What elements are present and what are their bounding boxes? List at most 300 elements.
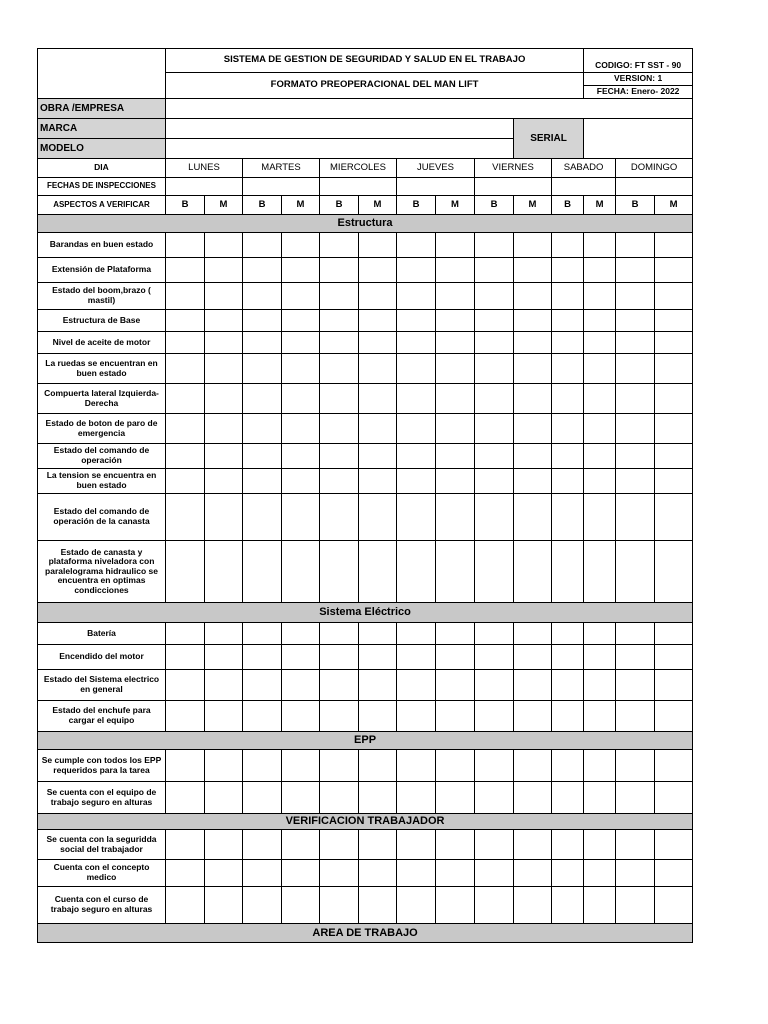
check-cell-m[interactable]	[205, 750, 243, 782]
check-cell-b[interactable]	[552, 414, 584, 444]
check-cell-b[interactable]	[397, 670, 436, 701]
check-cell-m[interactable]	[359, 887, 397, 924]
check-cell-m[interactable]	[436, 283, 475, 310]
check-cell-b[interactable]	[397, 750, 436, 782]
check-cell-b[interactable]	[616, 701, 655, 732]
check-cell-b[interactable]	[243, 414, 282, 444]
check-cell-b[interactable]	[320, 494, 359, 541]
check-cell-m[interactable]	[359, 354, 397, 384]
check-cell-b[interactable]	[397, 860, 436, 887]
check-cell-b[interactable]	[475, 444, 514, 469]
check-cell-m[interactable]	[584, 444, 616, 469]
check-cell-b[interactable]	[616, 860, 655, 887]
check-cell-m[interactable]	[655, 701, 693, 732]
check-cell-m[interactable]	[655, 283, 693, 310]
check-cell-b[interactable]	[166, 233, 205, 258]
check-cell-b[interactable]	[552, 494, 584, 541]
check-cell-m[interactable]	[514, 782, 552, 814]
check-cell-b[interactable]	[616, 830, 655, 860]
check-cell-b[interactable]	[475, 670, 514, 701]
check-cell-b[interactable]	[616, 887, 655, 924]
check-cell-b[interactable]	[475, 283, 514, 310]
check-cell-m[interactable]	[655, 541, 693, 603]
check-cell-b[interactable]	[166, 469, 205, 494]
check-cell-m[interactable]	[359, 469, 397, 494]
check-cell-m[interactable]	[282, 701, 320, 732]
check-cell-m[interactable]	[282, 469, 320, 494]
check-cell-b[interactable]	[320, 860, 359, 887]
check-cell-m[interactable]	[584, 469, 616, 494]
check-cell-b[interactable]	[616, 444, 655, 469]
check-cell-b[interactable]	[475, 332, 514, 354]
check-cell-m[interactable]	[205, 623, 243, 645]
check-cell-b[interactable]	[475, 494, 514, 541]
check-cell-b[interactable]	[475, 258, 514, 283]
check-cell-m[interactable]	[514, 623, 552, 645]
check-cell-b[interactable]	[320, 670, 359, 701]
check-cell-b[interactable]	[243, 670, 282, 701]
check-cell-b[interactable]	[397, 541, 436, 603]
check-cell-m[interactable]	[655, 670, 693, 701]
check-cell-b[interactable]	[166, 750, 205, 782]
check-cell-m[interactable]	[514, 645, 552, 670]
check-cell-m[interactable]	[205, 332, 243, 354]
check-cell-b[interactable]	[475, 860, 514, 887]
check-cell-m[interactable]	[282, 830, 320, 860]
check-cell-m[interactable]	[282, 332, 320, 354]
check-cell-m[interactable]	[655, 750, 693, 782]
check-cell-b[interactable]	[243, 444, 282, 469]
check-cell-m[interactable]	[655, 384, 693, 414]
check-cell-b[interactable]	[320, 830, 359, 860]
check-cell-m[interactable]	[584, 283, 616, 310]
check-cell-m[interactable]	[514, 750, 552, 782]
check-cell-m[interactable]	[655, 354, 693, 384]
check-cell-b[interactable]	[616, 670, 655, 701]
check-cell-m[interactable]	[584, 332, 616, 354]
check-cell-m[interactable]	[655, 414, 693, 444]
check-cell-b[interactable]	[552, 701, 584, 732]
check-cell-m[interactable]	[436, 354, 475, 384]
check-cell-b[interactable]	[243, 233, 282, 258]
check-cell-m[interactable]	[655, 332, 693, 354]
check-cell-m[interactable]	[205, 233, 243, 258]
check-cell-m[interactable]	[205, 782, 243, 814]
check-cell-m[interactable]	[584, 750, 616, 782]
check-cell-m[interactable]	[514, 283, 552, 310]
check-cell-b[interactable]	[552, 623, 584, 645]
check-cell-b[interactable]	[243, 332, 282, 354]
check-cell-m[interactable]	[436, 782, 475, 814]
check-cell-m[interactable]	[359, 750, 397, 782]
check-cell-b[interactable]	[397, 444, 436, 469]
check-cell-m[interactable]	[359, 494, 397, 541]
check-cell-m[interactable]	[655, 645, 693, 670]
check-cell-m[interactable]	[584, 645, 616, 670]
check-cell-m[interactable]	[205, 283, 243, 310]
check-cell-m[interactable]	[359, 701, 397, 732]
check-cell-m[interactable]	[584, 310, 616, 332]
check-cell-b[interactable]	[320, 782, 359, 814]
check-cell-m[interactable]	[205, 354, 243, 384]
check-cell-m[interactable]	[359, 670, 397, 701]
check-cell-m[interactable]	[205, 258, 243, 283]
check-cell-b[interactable]	[243, 830, 282, 860]
check-cell-b[interactable]	[475, 830, 514, 860]
check-cell-b[interactable]	[475, 887, 514, 924]
check-cell-m[interactable]	[205, 384, 243, 414]
check-cell-b[interactable]	[616, 310, 655, 332]
check-cell-m[interactable]	[359, 233, 397, 258]
check-cell-b[interactable]	[243, 494, 282, 541]
check-cell-b[interactable]	[552, 750, 584, 782]
check-cell-m[interactable]	[359, 860, 397, 887]
check-cell-m[interactable]	[584, 887, 616, 924]
check-cell-m[interactable]	[359, 782, 397, 814]
check-cell-m[interactable]	[584, 782, 616, 814]
check-cell-b[interactable]	[397, 283, 436, 310]
check-cell-b[interactable]	[397, 830, 436, 860]
check-cell-b[interactable]	[320, 444, 359, 469]
check-cell-b[interactable]	[397, 354, 436, 384]
check-cell-m[interactable]	[514, 444, 552, 469]
check-cell-m[interactable]	[436, 645, 475, 670]
check-cell-b[interactable]	[320, 310, 359, 332]
check-cell-m[interactable]	[514, 469, 552, 494]
check-cell-b[interactable]	[320, 469, 359, 494]
check-cell-b[interactable]	[166, 541, 205, 603]
check-cell-b[interactable]	[397, 469, 436, 494]
check-cell-m[interactable]	[514, 233, 552, 258]
check-cell-m[interactable]	[282, 283, 320, 310]
check-cell-m[interactable]	[584, 233, 616, 258]
check-cell-b[interactable]	[552, 384, 584, 414]
check-cell-m[interactable]	[436, 887, 475, 924]
check-cell-b[interactable]	[166, 830, 205, 860]
check-cell-b[interactable]	[475, 384, 514, 414]
check-cell-b[interactable]	[166, 310, 205, 332]
check-cell-m[interactable]	[514, 494, 552, 541]
check-cell-b[interactable]	[616, 414, 655, 444]
check-cell-m[interactable]	[282, 310, 320, 332]
inspection-date-field[interactable]	[243, 178, 320, 196]
check-cell-m[interactable]	[436, 670, 475, 701]
check-cell-m[interactable]	[655, 233, 693, 258]
check-cell-m[interactable]	[584, 860, 616, 887]
check-cell-b[interactable]	[397, 887, 436, 924]
check-cell-b[interactable]	[243, 701, 282, 732]
check-cell-m[interactable]	[436, 860, 475, 887]
check-cell-b[interactable]	[552, 782, 584, 814]
check-cell-m[interactable]	[282, 860, 320, 887]
check-cell-b[interactable]	[243, 283, 282, 310]
check-cell-m[interactable]	[205, 645, 243, 670]
check-cell-m[interactable]	[436, 444, 475, 469]
check-cell-b[interactable]	[552, 444, 584, 469]
check-cell-m[interactable]	[282, 541, 320, 603]
check-cell-b[interactable]	[243, 354, 282, 384]
check-cell-m[interactable]	[655, 782, 693, 814]
marca-field[interactable]	[166, 119, 514, 139]
check-cell-b[interactable]	[166, 701, 205, 732]
check-cell-b[interactable]	[552, 469, 584, 494]
check-cell-m[interactable]	[584, 670, 616, 701]
check-cell-b[interactable]	[552, 283, 584, 310]
check-cell-b[interactable]	[475, 469, 514, 494]
check-cell-b[interactable]	[166, 332, 205, 354]
check-cell-b[interactable]	[166, 670, 205, 701]
check-cell-m[interactable]	[655, 623, 693, 645]
check-cell-m[interactable]	[514, 354, 552, 384]
check-cell-b[interactable]	[166, 860, 205, 887]
check-cell-b[interactable]	[320, 750, 359, 782]
check-cell-b[interactable]	[475, 414, 514, 444]
check-cell-b[interactable]	[616, 384, 655, 414]
check-cell-b[interactable]	[616, 469, 655, 494]
check-cell-m[interactable]	[514, 541, 552, 603]
check-cell-b[interactable]	[166, 494, 205, 541]
check-cell-b[interactable]	[616, 494, 655, 541]
check-cell-b[interactable]	[475, 623, 514, 645]
check-cell-b[interactable]	[320, 541, 359, 603]
check-cell-m[interactable]	[205, 830, 243, 860]
check-cell-b[interactable]	[397, 233, 436, 258]
check-cell-b[interactable]	[243, 469, 282, 494]
check-cell-b[interactable]	[166, 384, 205, 414]
check-cell-b[interactable]	[243, 258, 282, 283]
check-cell-m[interactable]	[436, 494, 475, 541]
check-cell-m[interactable]	[436, 701, 475, 732]
check-cell-b[interactable]	[397, 623, 436, 645]
check-cell-b[interactable]	[320, 645, 359, 670]
check-cell-b[interactable]	[616, 750, 655, 782]
check-cell-b[interactable]	[475, 701, 514, 732]
check-cell-m[interactable]	[514, 701, 552, 732]
check-cell-m[interactable]	[205, 701, 243, 732]
check-cell-m[interactable]	[205, 414, 243, 444]
check-cell-b[interactable]	[552, 258, 584, 283]
check-cell-m[interactable]	[436, 384, 475, 414]
check-cell-m[interactable]	[655, 469, 693, 494]
check-cell-b[interactable]	[166, 887, 205, 924]
check-cell-m[interactable]	[655, 887, 693, 924]
inspection-date-field[interactable]	[475, 178, 552, 196]
check-cell-b[interactable]	[616, 354, 655, 384]
check-cell-b[interactable]	[320, 354, 359, 384]
check-cell-b[interactable]	[166, 623, 205, 645]
check-cell-b[interactable]	[475, 310, 514, 332]
check-cell-m[interactable]	[655, 860, 693, 887]
check-cell-m[interactable]	[282, 354, 320, 384]
check-cell-b[interactable]	[166, 414, 205, 444]
check-cell-b[interactable]	[552, 541, 584, 603]
check-cell-m[interactable]	[359, 444, 397, 469]
check-cell-b[interactable]	[320, 258, 359, 283]
check-cell-b[interactable]	[320, 887, 359, 924]
check-cell-m[interactable]	[282, 623, 320, 645]
check-cell-b[interactable]	[616, 782, 655, 814]
check-cell-b[interactable]	[552, 645, 584, 670]
check-cell-m[interactable]	[282, 444, 320, 469]
check-cell-m[interactable]	[514, 830, 552, 860]
check-cell-b[interactable]	[616, 283, 655, 310]
check-cell-m[interactable]	[584, 494, 616, 541]
check-cell-m[interactable]	[359, 541, 397, 603]
check-cell-m[interactable]	[359, 623, 397, 645]
inspection-date-field[interactable]	[552, 178, 616, 196]
inspection-date-field[interactable]	[166, 178, 243, 196]
check-cell-b[interactable]	[475, 750, 514, 782]
check-cell-m[interactable]	[584, 384, 616, 414]
check-cell-b[interactable]	[552, 310, 584, 332]
check-cell-m[interactable]	[584, 414, 616, 444]
check-cell-b[interactable]	[397, 645, 436, 670]
check-cell-m[interactable]	[205, 670, 243, 701]
check-cell-b[interactable]	[475, 541, 514, 603]
check-cell-b[interactable]	[475, 782, 514, 814]
check-cell-b[interactable]	[397, 310, 436, 332]
check-cell-m[interactable]	[205, 887, 243, 924]
check-cell-b[interactable]	[475, 645, 514, 670]
check-cell-b[interactable]	[616, 541, 655, 603]
check-cell-b[interactable]	[320, 332, 359, 354]
check-cell-m[interactable]	[436, 830, 475, 860]
check-cell-b[interactable]	[166, 258, 205, 283]
check-cell-b[interactable]	[616, 233, 655, 258]
check-cell-b[interactable]	[166, 354, 205, 384]
check-cell-b[interactable]	[320, 623, 359, 645]
check-cell-b[interactable]	[166, 645, 205, 670]
check-cell-m[interactable]	[655, 258, 693, 283]
check-cell-m[interactable]	[584, 354, 616, 384]
check-cell-b[interactable]	[243, 887, 282, 924]
check-cell-m[interactable]	[514, 670, 552, 701]
check-cell-m[interactable]	[205, 444, 243, 469]
check-cell-m[interactable]	[514, 414, 552, 444]
check-cell-b[interactable]	[616, 332, 655, 354]
check-cell-b[interactable]	[243, 645, 282, 670]
check-cell-m[interactable]	[436, 469, 475, 494]
check-cell-m[interactable]	[282, 782, 320, 814]
check-cell-m[interactable]	[359, 830, 397, 860]
check-cell-b[interactable]	[243, 310, 282, 332]
check-cell-b[interactable]	[166, 283, 205, 310]
check-cell-b[interactable]	[243, 782, 282, 814]
check-cell-b[interactable]	[552, 887, 584, 924]
check-cell-b[interactable]	[320, 414, 359, 444]
check-cell-m[interactable]	[282, 645, 320, 670]
check-cell-m[interactable]	[436, 541, 475, 603]
serial-field[interactable]	[584, 119, 693, 159]
check-cell-m[interactable]	[359, 310, 397, 332]
check-cell-b[interactable]	[552, 332, 584, 354]
check-cell-b[interactable]	[166, 444, 205, 469]
check-cell-b[interactable]	[475, 233, 514, 258]
check-cell-b[interactable]	[320, 384, 359, 414]
check-cell-b[interactable]	[243, 541, 282, 603]
check-cell-m[interactable]	[655, 494, 693, 541]
check-cell-m[interactable]	[514, 860, 552, 887]
check-cell-b[interactable]	[320, 701, 359, 732]
check-cell-b[interactable]	[552, 354, 584, 384]
check-cell-m[interactable]	[282, 750, 320, 782]
check-cell-b[interactable]	[475, 354, 514, 384]
check-cell-b[interactable]	[243, 623, 282, 645]
check-cell-b[interactable]	[397, 494, 436, 541]
check-cell-m[interactable]	[359, 645, 397, 670]
inspection-date-field[interactable]	[397, 178, 475, 196]
check-cell-m[interactable]	[584, 541, 616, 603]
check-cell-b[interactable]	[320, 283, 359, 310]
check-cell-m[interactable]	[436, 750, 475, 782]
check-cell-b[interactable]	[243, 384, 282, 414]
check-cell-m[interactable]	[205, 860, 243, 887]
check-cell-b[interactable]	[552, 830, 584, 860]
check-cell-m[interactable]	[282, 414, 320, 444]
check-cell-m[interactable]	[205, 494, 243, 541]
check-cell-b[interactable]	[397, 258, 436, 283]
check-cell-m[interactable]	[584, 258, 616, 283]
obra-field[interactable]	[166, 99, 693, 119]
check-cell-b[interactable]	[616, 258, 655, 283]
check-cell-m[interactable]	[359, 258, 397, 283]
check-cell-m[interactable]	[584, 623, 616, 645]
modelo-field[interactable]	[166, 139, 514, 159]
check-cell-b[interactable]	[397, 384, 436, 414]
check-cell-b[interactable]	[552, 860, 584, 887]
check-cell-b[interactable]	[616, 645, 655, 670]
check-cell-b[interactable]	[616, 623, 655, 645]
check-cell-m[interactable]	[205, 541, 243, 603]
inspection-date-field[interactable]	[616, 178, 693, 196]
check-cell-m[interactable]	[282, 887, 320, 924]
check-cell-m[interactable]	[514, 332, 552, 354]
check-cell-m[interactable]	[436, 332, 475, 354]
check-cell-m[interactable]	[584, 830, 616, 860]
check-cell-m[interactable]	[282, 233, 320, 258]
check-cell-m[interactable]	[359, 332, 397, 354]
check-cell-m[interactable]	[655, 310, 693, 332]
check-cell-m[interactable]	[282, 384, 320, 414]
check-cell-b[interactable]	[397, 701, 436, 732]
check-cell-m[interactable]	[514, 310, 552, 332]
check-cell-m[interactable]	[436, 414, 475, 444]
check-cell-m[interactable]	[514, 258, 552, 283]
check-cell-b[interactable]	[320, 233, 359, 258]
check-cell-m[interactable]	[359, 384, 397, 414]
check-cell-m[interactable]	[436, 233, 475, 258]
check-cell-m[interactable]	[282, 670, 320, 701]
check-cell-b[interactable]	[552, 670, 584, 701]
check-cell-b[interactable]	[243, 860, 282, 887]
check-cell-m[interactable]	[359, 283, 397, 310]
inspection-date-field[interactable]	[320, 178, 397, 196]
check-cell-m[interactable]	[436, 310, 475, 332]
check-cell-m[interactable]	[584, 701, 616, 732]
check-cell-m[interactable]	[359, 414, 397, 444]
check-cell-m[interactable]	[655, 444, 693, 469]
check-cell-m[interactable]	[282, 494, 320, 541]
check-cell-m[interactable]	[205, 469, 243, 494]
check-cell-m[interactable]	[436, 623, 475, 645]
check-cell-m[interactable]	[282, 258, 320, 283]
check-cell-b[interactable]	[397, 332, 436, 354]
check-cell-m[interactable]	[655, 830, 693, 860]
check-cell-m[interactable]	[514, 384, 552, 414]
check-cell-m[interactable]	[205, 310, 243, 332]
check-cell-m[interactable]	[514, 887, 552, 924]
check-cell-b[interactable]	[243, 750, 282, 782]
